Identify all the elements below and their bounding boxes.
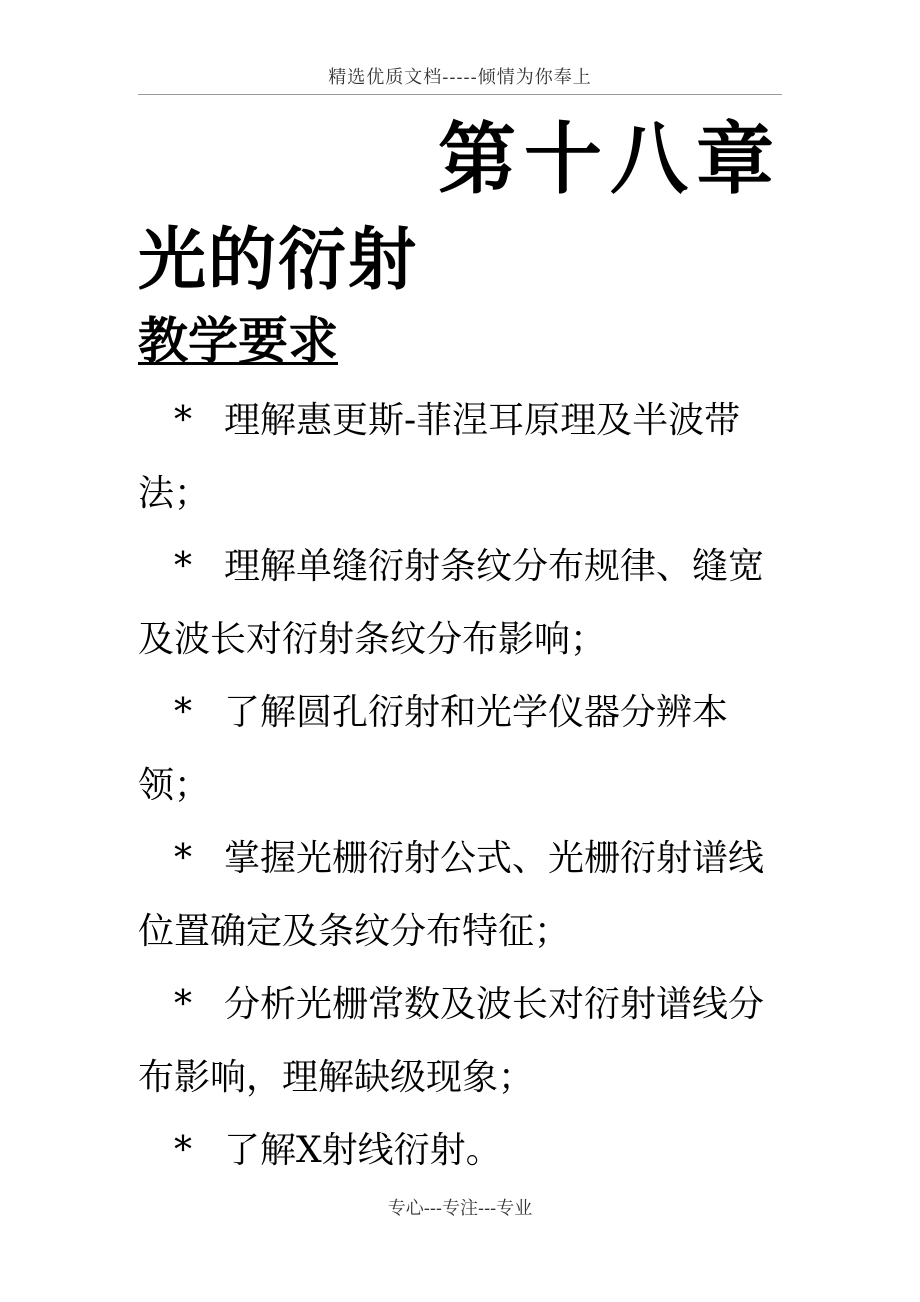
list-item	[138, 530, 788, 676]
page-footer: 专心---专注---专业	[387, 1198, 533, 1219]
list-item-text: 了解X射线衍射。	[224, 1130, 502, 1171]
list-item-text: 掌握光栅衍射公式、光栅衍射谱线位置确定及条纹分布特征；	[138, 838, 765, 952]
list-item	[138, 1114, 788, 1187]
list-item-text: 了解圆孔衍射和光学仪器分辨本领；	[138, 692, 729, 806]
asterisk-bullet-icon: *	[174, 400, 192, 441]
list-item	[138, 384, 788, 530]
requirements-list	[138, 384, 788, 1187]
list-item-text: 分析光栅常数及波长对衍射谱线分布影响，理解缺级现象；	[138, 984, 765, 1098]
list-item-text: 理解惠更斯-菲涅耳原理及半波带法；	[138, 400, 741, 514]
asterisk-bullet-icon: *	[174, 984, 192, 1025]
asterisk-bullet-icon: *	[174, 838, 192, 879]
list-item-text: 理解单缝衍射条纹分布规律、缝宽及波长对衍射条纹分布影响；	[138, 546, 765, 660]
chapter-number: 第十八章	[437, 115, 782, 205]
asterisk-bullet-icon: *	[174, 692, 192, 733]
list-item	[138, 968, 788, 1114]
page-header: 精选优质文档-----倾情为你奉上	[138, 62, 782, 95]
list-item	[138, 822, 788, 968]
chapter-title: 光的衍射	[138, 221, 419, 300]
section-heading-teaching-requirements: 教学要求	[138, 312, 338, 370]
list-item	[138, 676, 788, 822]
asterisk-bullet-icon: *	[174, 1130, 192, 1171]
asterisk-bullet-icon: *	[174, 546, 192, 587]
